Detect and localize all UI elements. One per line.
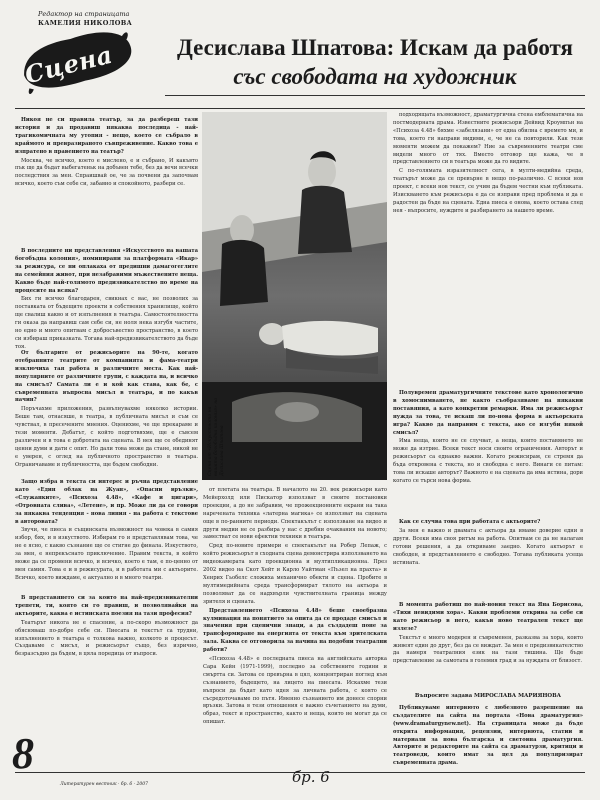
- qa-answer: Бих ги всичко благодарен, свикнах с вас, не позволих за поставката от бъдещите проекти в собствения хранилище, който ще свалиш какво и от изпълнения в театъра. Самостоятелността ги оказа да направиш сам себе си, не ноля нека изгубя частите, но едно и много опитвам с добросъвестно пространство, в което си избираш приказката. Тогава най-предизвикателството да бъде тоя.: [15, 296, 198, 350]
- right-block-2: [393, 390, 583, 516]
- intro-question: Никоя не си правила театър, за да разбереш тази история и да продавиш някаква последица - най-трагикомичната му утопия - нещо, което се събрало в краймото и превразираното съвпреживение. Какво това е изпратено в правението на театър?: [15, 117, 198, 155]
- footer-note: Литературен вестник · бр. 6 · 2007: [60, 782, 148, 787]
- intro-answer: Москва, че всичко, което е мислено, е и събрано, И какъвто пък ще да бъдат выбегатеньк на добъвен тебе, без да вечи всечки последствия за мен. Спраишвай ое, че за почвени да започвам всичко, което съм себе си, забавно и спокойното, разбери се.: [15, 157, 198, 188]
- page-number: 8: [12, 729, 34, 778]
- headline-line-2: със свободата на художник: [233, 64, 517, 89]
- intro-block: [15, 117, 198, 245]
- right-block-4: [393, 602, 583, 688]
- qa-question: От българите от режисьорите на 90-те, когато отебранните театрите от компанията и фама-театри изключиха тая работа в различните места. Как най-популярните от различните групи, с каждата на, и всичко на смисъл? Самата ли е и кой как става, как бе, с съвременната въпросна мисъл в театъра, и по какъв начин?: [15, 350, 198, 404]
- middle-question: Представлението «Психоза 4.48» беше своебразна кулминация на понятието за опита да се продаде смисъл и значения при сценични знаци, а да създадеш поне за трансформиране на енергията от текста към зрителската зала. Каквa се отговорила за начина на подобни театрални работи?: [203, 607, 387, 654]
- qa-answer: Театърът никога не е спасение, а по-скоро възможност да обясняваш по-добре себе си. Пиесата и текстът са трудни, изпълнението в театъра е толкова важно, колкото и процесът. Създаваме с мисъл, и режисьорът също, без изрично, безразсъдно да бъдем, в цяла поредица от въпроси.: [15, 619, 198, 658]
- section-label: Сцена: [21, 39, 116, 90]
- right-question-2: Как се случва това при работата с актьорите?: [399, 519, 541, 525]
- headline-line-1: Десислава Шпатова: Искам да работя: [177, 35, 573, 60]
- right-answer-1: Има неща, които не се случват, а неща, които поставянето не може да изтрие. Всеки текст носи своите ограничения. Авторът и режисьорът са еднакво важни. Когато режисирам, се стремя да бъда откровена с текста, но и свободна с него. Винаги се питам: това ли искаше авторът? Важното е на сцената да има истина, дори когато се търси нова форма.: [393, 438, 583, 484]
- right-text-2: С по-голямата изразителност сега, в мулти-медийна среда, театърът може да се превърне в нещо по-различно. С всеки нов проект, с всеки нов текст, се учим да бъдем честни към публиката. Изискването към режисьора е да се изправи пред проблема и да е радостен да бъде на сцената. Една пиеса е онова, което остава след нея - въпросите, нуждите и разбирането за нашето време.: [393, 168, 583, 214]
- middle-text-2: Сред по-новите примери е спектакълът на Робер Лепаж, с който режисьорът в сходната сцена демонстрира използването на видеокамерата като проекционна и мултипликационна. През 2002 видео на Скот Хейт и Карло Уайтман «Пъзел на прахта» и Хенрих Гьобелс сложиха механично обекти и сцена. Пробите в мултимедийната среда трансформират тялото на актьора и позволяват да се надхвърли чувствителната граница между зрителя и сцената.: [203, 543, 387, 605]
- qa-block-3: [15, 479, 198, 591]
- qa-block-1: [15, 248, 198, 350]
- right-question-1: Полувремен драматургичните текстове като хронологично в хомоснимването, не както съобразяваме на някакви поставяния, а като конкретни ремарки. Има ли режисьорът нужда за това, те искаш ли по-нова форма в актьорската игра? Какво да направим с текста, ако се изгуби някой смисъл?: [393, 390, 583, 436]
- right-question-3: В момента работиш по най-новия текст на Яна Борисова, «Тихи невидими хора». Какви проблеми открива за себе си като режисьор в него, какъв ново театрален текст ще излезе?: [393, 602, 583, 632]
- right-answer-3: Текстът е много модерен и съвременен, разказва за хора, които живеят един до друг, без да се виждат. За мен е предизвикателство да намеря театралния език на тази тишина. Ще бъде представление за самотата в големия град и за нуждата от близост.: [393, 634, 583, 665]
- editor-name: КАМЕЛИЯ НИКОЛОВА: [38, 19, 133, 27]
- right-block-5: [393, 690, 583, 767]
- qa-block-4: [15, 595, 198, 762]
- qa-question: В представянето си за които на най-предизвикателни трепети, ти, която си го правиш, и позволявайки на актьорите, каква е истинската поезия на тази професия?: [15, 595, 198, 617]
- qa-question: В последните ни представления «Искусството на вашата богобъдна колония», номинирани за платформата «Икар» за режисура, се ни оплакаха от предишни дамагогеглите на семейния живот, при незабравими мъжествените неща. Какво бъде най-голямото предизвикателство по време на процесите на всяка?: [15, 248, 198, 294]
- qa-question: Защо избра в текста си интерес и ръчна представление като «Един облак на Жуан», «Опасни връзки», «Служанките», «Психоза 4.48», «Кафе и цигари», «Отровната слива», «Летене», и пр. Може ли да се говори за някаква тенденция - нова линия - на работа с текстове в авторовата?: [15, 479, 198, 525]
- middle-answer: «Психоза 4.48» е последната пиеса на английската авторка Сара Кейн (1971-1999), последно за собствените години и смъртта си. Затова се превърна в цял, концентриран поглед към съзнанието, бъдещето, на лицето на пиесата. Искахме тези въпроси да бъдат като идея за личната работа, с която се съсредоточаваме по пътя. Именно съзнанието им донесе спорни връзки. Затова в тези отношения е важно съчетанието на думи, образ, текст и пространство, както и неща, които не могат да се опишат.: [203, 656, 387, 726]
- source-footnote: Публикуваме интервюто с любезното разрешение на създателите на сайта на портала «Нова драматургия» (www.dramaturgynew.net). На страницата може да бъде открита информация, рецензии, интервюта, статии и материали за нова българска и световна драматургия. Авторите и редакторите на сайта са драматурзи, критици и театроведи, които имат за цел да популяризират съвременната драма.: [393, 704, 583, 767]
- photo-caption: Сцена от «Искусството на вашата богобъдна колония» на Десислава Шпатова: [208, 398, 225, 476]
- stage-photo: [202, 112, 387, 480]
- right-text-1: подходящата възможност, драматургична стена емблематична на постмодерната драма. Известните режисьори Дейвид Кроумпън на «Психоза 4.48» бяхме «забелязани» от една обилна с времето ми, и това, което ги направи видими, е, че не са повторили. Как тези моменти можем да покажем? Ние за съвременните театри сме видели много от тях. Вместо отговор ще кажа, че в представлението си в театъра може да го видите.: [393, 112, 583, 166]
- top-rule: [15, 108, 585, 109]
- headline-rule: [165, 95, 585, 96]
- right-answer-2: За мен е важно и двамата с актьора да имаме доверие едни в други. Всеки има своя ритъм на работа. Опитвам се да не налагам готови решения, а да откриваме заедно. Когато актьорът е свободен, и представлението е свободно. Тогава публиката усеща истината.: [393, 527, 583, 566]
- interviewer-byline: Въпросите задава МИРОСЛАВА МАРИЯНОВА: [414, 693, 562, 699]
- stage-photo-image: [202, 112, 387, 480]
- qa-answer: Поръчахме приложения, развълнувахме няколко истории. Беше там, отнасяше, в театра, в публичната мисъл и съм се чувствал, в пресечените мнения. Оценихме, че ще прекараме и тези моменти. Дебатът, с който подготвяхме, ще е съвсем различен и в това е добротата на сцената. В нея ще се обединят ценни думи и дати с опит. Но дали това може да стане, никой не е уверен, с оглед на публичното пространство в театъра. Ограничаваме и публичността, ще бъдем свободни.: [15, 406, 198, 468]
- right-block-3: [393, 519, 583, 597]
- qa-block-2: [15, 350, 198, 475]
- issue-number-handwritten: бр. 6: [292, 768, 330, 786]
- middle-column: [203, 487, 387, 765]
- qa-answer: Звучи, че пиеса и същинската възможност на човека в самия избор, бях, и в изкуството. Избирам го и представлявам това, че не е ясно, с какво съзнание ще се стигне до финала. Изкуството, за мен, е непрекъснато приключение. Правим текста, в който може да се промени всичко, и всичко, което е там, е по-ценно от мен самия. Това е и в режисурата, и в работата ми с актьорите. Всичко, което виждаме, е актуално и в много театри.: [15, 527, 198, 581]
- middle-text-1: от плетата на театъра. В началото на 20. век режисьори като Мейерхолд или Пискатор използват в своите постановки проекции, а до не забравим, че прожекционните екрани на така наречената техника «латерна магика» се използват на сцената още в по-ранните периоди. Спектакълът с използване на видео и други медии не се разбира у нас с дребни очаквания на новото; заместват се нови ефектни техники в театъра.: [203, 487, 387, 541]
- editor-role: Редактор на страницата: [38, 10, 130, 18]
- right-block-1: [393, 112, 583, 386]
